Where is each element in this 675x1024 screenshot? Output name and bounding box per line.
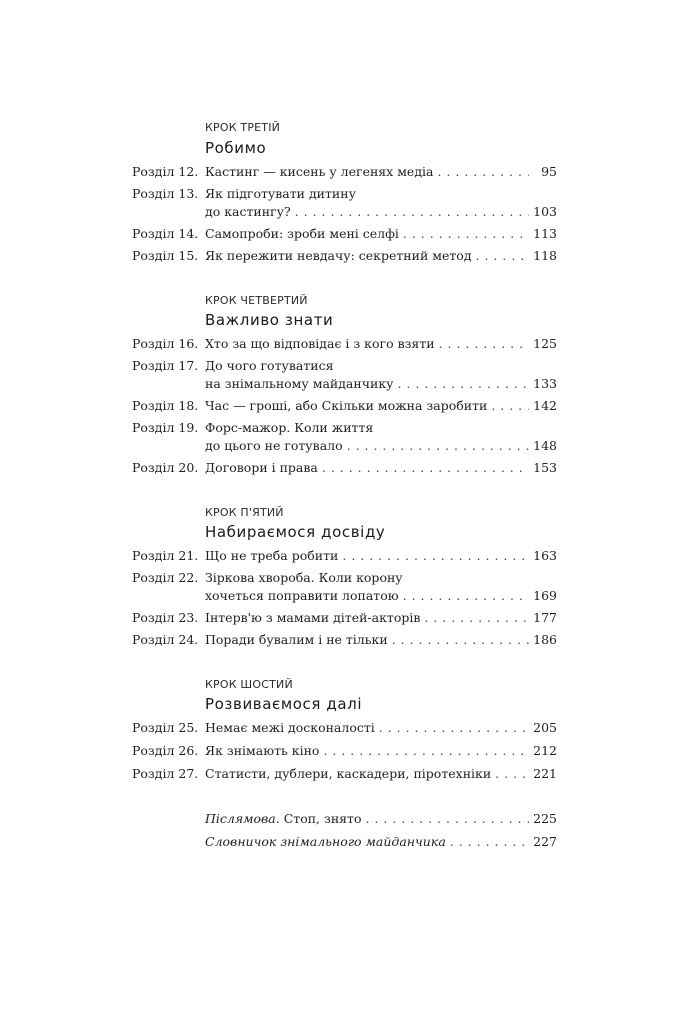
step-title: Робимо: [205, 139, 267, 157]
page-number: 221: [533, 766, 557, 781]
chapter-title: Інтерв'ю з мамами дітей-акторів: [205, 610, 421, 625]
leader-dots: [323, 742, 529, 760]
chapter-title-line-1: Як підготувати дитину: [205, 186, 356, 201]
glossary-title: [205, 833, 446, 851]
leader-dots: [347, 437, 529, 455]
chapter-number: Розділ 24.: [132, 632, 199, 647]
chapter-title: Поради бувалим і не тільки: [205, 632, 388, 647]
chapter-number: Розділ 16.: [132, 336, 199, 351]
leader-dots: [476, 247, 529, 265]
afterword-italic: Післямова: [205, 811, 276, 826]
page-number: 212: [533, 743, 557, 758]
chapter-title-line-1: До чого готуватися: [205, 358, 334, 373]
leader-dots: [397, 375, 529, 393]
page-number: 113: [533, 226, 557, 241]
chapter-number: Розділ 26.: [132, 743, 199, 758]
page-number: 205: [533, 720, 557, 735]
leader-dots: [403, 225, 529, 243]
leader-dots: [295, 203, 529, 221]
leader-dots: [403, 587, 529, 605]
chapter-title: Самопроби: зроби мені селфі: [205, 226, 399, 241]
leader-dots: [342, 547, 529, 565]
chapter-number: Розділ 23.: [132, 610, 199, 625]
page-number: 169: [533, 588, 557, 603]
step-title: Розвиваємося далі: [205, 695, 363, 713]
page-number: 153: [533, 460, 557, 475]
step-label: КРОК П'ЯТИЙ: [205, 506, 284, 519]
page-number: 163: [533, 548, 557, 563]
page-number: 118: [533, 248, 557, 263]
chapter-number: Розділ 14.: [132, 226, 199, 241]
chapter-number: Розділ 15.: [132, 248, 199, 263]
chapter-number: Розділ 20.: [132, 460, 199, 475]
step-label: КРОК ТРЕТІЙ: [205, 121, 281, 134]
leader-dots: [491, 397, 529, 415]
chapter-title-line-2: на знімальному майданчику: [205, 376, 394, 391]
chapter-title: Як знімають кіно: [205, 743, 320, 758]
chapter-title-line-1: Зіркова хвороба. Коли корону: [205, 570, 403, 585]
chapter-number: Розділ 21.: [132, 548, 199, 563]
leader-dots: [379, 719, 529, 737]
chapter-title-line-2: хочеться поправити лопатою: [205, 588, 399, 603]
page-number: 227: [533, 834, 557, 849]
chapter-title: Як пережити невдачу: секретний метод: [205, 248, 472, 263]
step-title: Набираємося досвіду: [205, 523, 386, 541]
chapter-title: Що не треба робити: [205, 548, 339, 563]
leader-dots: [424, 609, 529, 627]
leader-dots: [450, 833, 529, 851]
chapter-title-line-2: до цього не готувало: [205, 438, 343, 453]
chapter-number: Розділ 22.: [132, 570, 199, 585]
chapter-number: Розділ 12.: [132, 164, 199, 179]
chapter-number: Розділ 13.: [132, 186, 199, 201]
page-number: 103: [533, 204, 557, 219]
leader-dots: [437, 163, 529, 181]
afterword-title: [205, 810, 361, 828]
chapter-number: Розділ 18.: [132, 398, 199, 413]
page-number: 133: [533, 376, 557, 391]
step-label: КРОК ЧЕТВЕРТИЙ: [205, 294, 308, 307]
step-title: Важливо знати: [205, 311, 334, 329]
chapter-title: Договори і права: [205, 460, 318, 475]
page-number: 95: [541, 164, 557, 179]
leader-dots: [439, 335, 529, 353]
chapter-title: Кастинг — кисень у легенях медіа: [205, 164, 434, 179]
chapter-number: Розділ 25.: [132, 720, 199, 735]
chapter-title: Час — гроші, або Скільки можна заробити: [205, 398, 488, 413]
page-number: 125: [533, 336, 557, 351]
chapter-title: Немає межі досконалості: [205, 720, 375, 735]
page-number: 148: [533, 438, 557, 453]
chapter-number: Розділ 17.: [132, 358, 199, 373]
page-number: 142: [533, 398, 557, 413]
leader-dots: [365, 810, 529, 828]
page-number: 186: [533, 632, 557, 647]
chapter-title-line-1: Форс-мажор. Коли життя: [205, 420, 374, 435]
chapter-number: Розділ 27.: [132, 766, 199, 781]
afterword-rest: . Стоп, знято: [275, 811, 362, 826]
page-number: 225: [533, 811, 557, 826]
chapter-title: Статисти, дублери, каскадери, піротехніки: [205, 766, 492, 781]
page-number: 177: [533, 610, 557, 625]
step-label: КРОК ШОСТИЙ: [205, 678, 293, 691]
chapter-number: Розділ 19.: [132, 420, 199, 435]
chapter-title: Хто за що відповідає і з кого взяти: [205, 336, 435, 351]
glossary-italic: Словничок знімального майданчика: [205, 834, 446, 849]
chapter-title-line-2: до кастингу?: [205, 204, 291, 219]
leader-dots: [322, 459, 529, 477]
leader-dots: [495, 765, 529, 783]
leader-dots: [392, 631, 529, 649]
